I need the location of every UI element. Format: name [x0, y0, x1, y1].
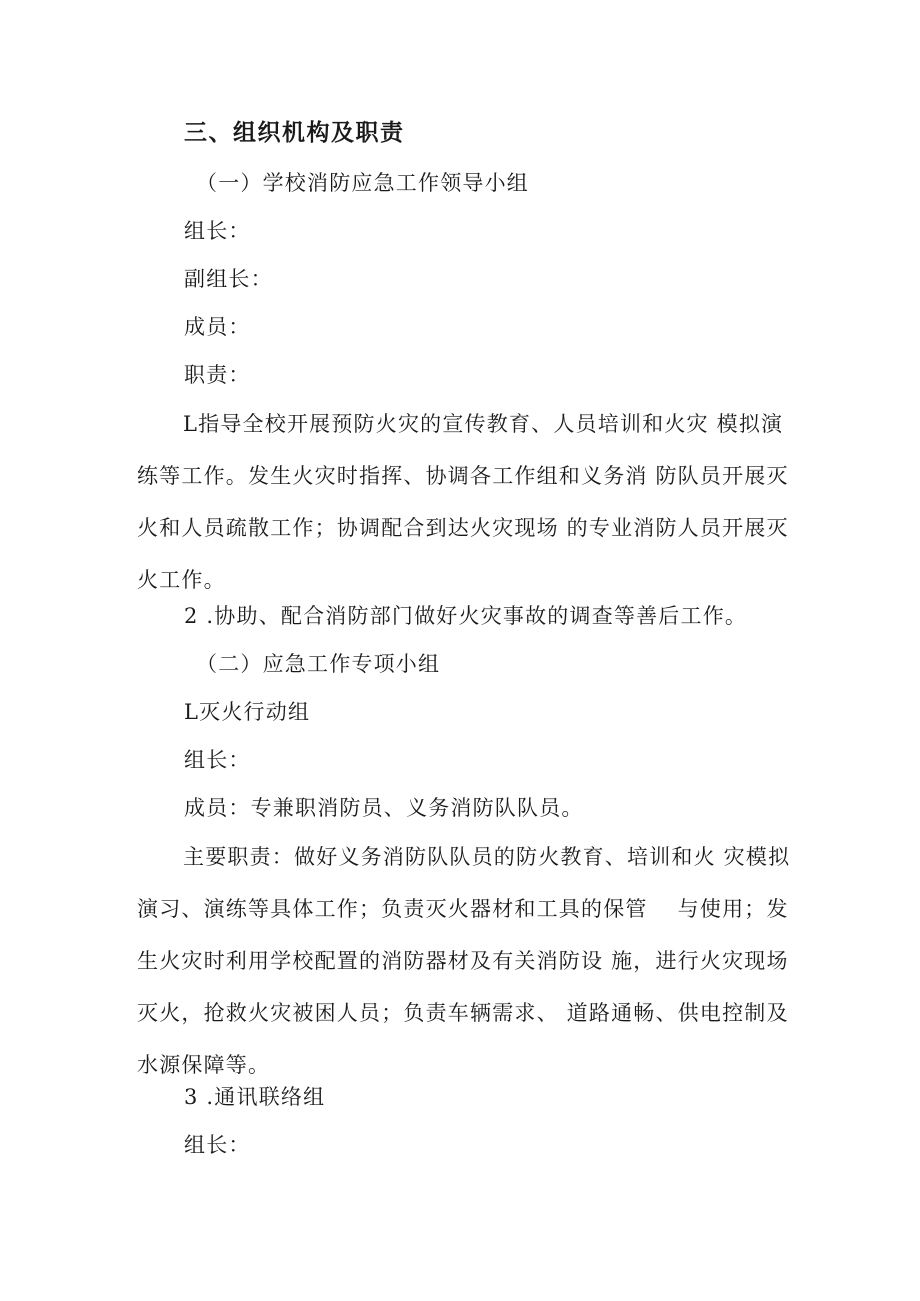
duty-paragraph-2: 2 .协助、配合消防部门做好火灾事故的调查等善后工作。	[184, 604, 748, 628]
group-title-firefighting: L灭火行动组	[184, 700, 311, 724]
section-heading: 三、组织机构及职责	[184, 120, 405, 146]
group-title-communication: 3 .通讯联络组	[184, 1085, 326, 1109]
subsection-title-special-groups: （二）应急工作专项小组	[196, 652, 441, 676]
deputy-leader-label: 副组长：	[184, 267, 273, 291]
duties-label: 职责：	[184, 363, 251, 387]
leader-label: 组长：	[184, 219, 251, 243]
group-members-line: 成员：专兼职消防员、义务消防队队员。	[184, 796, 584, 820]
group-leader-label: 组长：	[184, 748, 251, 772]
members-label: 成员：	[184, 315, 251, 339]
subsection-title-leadership-group: （一）学校消防应急工作领导小组	[196, 171, 529, 195]
duty-paragraph-1: L指导全校开展预防火灾的宣传教育、人员培训和火灾 模拟演练等工作。发生火灾时指挥、协调各工作组和义务消 防队员开展灭火和人员疏散工作；协调配合到达火灾现场 的专业消防人员开展灭火工作。	[137, 412, 789, 592]
communication-leader-label: 组长：	[184, 1133, 251, 1157]
group-duties-paragraph: 主要职责：做好义务消防队队员的防火教育、培训和火 灾模拟演习、演练等具体工作；负责灭火器材和工具的保管 与使用；发生火灾时利用学校配置的消防器材及有关消防设 施，进行火灾现场灭火，抢救火灾被困人员；负责车辆需求、 道路通畅、供电控制及水源保障等。	[137, 845, 791, 1077]
